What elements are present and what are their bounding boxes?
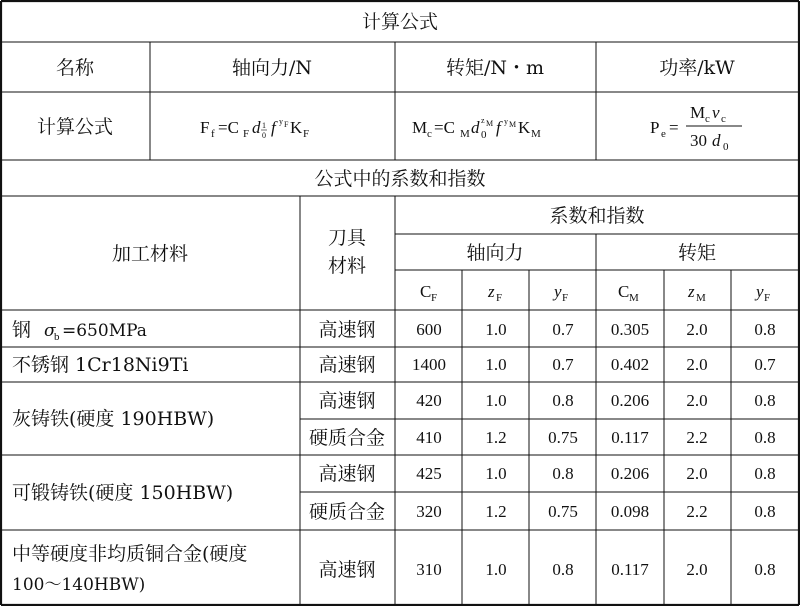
value-cell: 0.305 — [610, 320, 650, 339]
svg-text:y: y — [279, 117, 283, 126]
value-cell: 0.8 — [552, 391, 574, 410]
value-cell: 0.402 — [610, 355, 650, 374]
value-cell: 2.2 — [686, 502, 708, 521]
svg-text:d: d — [252, 118, 261, 137]
svg-text:M: M — [690, 103, 706, 122]
value-cell: 0.7 — [754, 355, 776, 374]
value-cell: 0.7 — [552, 320, 574, 339]
header-coefficients: 系数和指数 — [549, 205, 645, 227]
header-tool-material — [328, 227, 367, 277]
svg-text:F: F — [303, 128, 310, 140]
svg-text:材料: 材料 — [327, 255, 367, 277]
svg-text:c: c — [721, 113, 726, 125]
svg-text:c: c — [705, 113, 710, 125]
table-row — [12, 543, 776, 595]
tool-cell: 硬质合金 — [308, 427, 386, 449]
svg-text:F: F — [431, 292, 438, 304]
svg-text:y: y — [756, 282, 764, 301]
value-cell: 2.0 — [686, 464, 708, 483]
header-name: 名称 — [55, 57, 95, 79]
svg-text:f: f — [496, 118, 501, 137]
formula-power — [650, 103, 742, 153]
value-cell: 1.0 — [485, 560, 507, 579]
table-row — [318, 463, 775, 485]
svg-text:z: z — [488, 282, 495, 301]
svg-text:M: M — [509, 120, 517, 129]
svg-text:=C: =C — [218, 118, 239, 137]
svg-text:f: f — [271, 118, 276, 137]
tool-cell: 高速钢 — [318, 354, 376, 376]
value-cell: 2.0 — [686, 320, 708, 339]
header-axial-force: 轴向力/N — [231, 57, 313, 79]
value-cell: 2.2 — [686, 428, 708, 447]
header-torque-group: 转矩 — [677, 242, 717, 264]
svg-text:30: 30 — [690, 131, 707, 150]
value-cell: 425 — [416, 464, 442, 483]
value-cell: 410 — [416, 428, 442, 447]
svg-text:f: f — [211, 128, 215, 140]
svg-text:M: M — [460, 128, 470, 140]
formula-section-title: 计算公式 — [361, 11, 439, 33]
svg-text:C: C — [420, 282, 432, 301]
svg-text:=650MPa: =650MPa — [62, 321, 147, 341]
value-cell: 1.0 — [485, 464, 507, 483]
value-cell: 0.8 — [754, 560, 776, 579]
svg-text:F: F — [562, 292, 569, 304]
value-cell: 0.8 — [754, 428, 776, 447]
svg-text:K: K — [518, 118, 531, 137]
svg-text:K: K — [290, 118, 303, 137]
value-cell: 0.8 — [552, 464, 574, 483]
svg-text:中等硬度非均质铜合金(硬度: 中等硬度非均质铜合金(硬度 — [12, 543, 248, 565]
value-cell: 0.8 — [754, 464, 776, 483]
svg-text:M: M — [412, 118, 428, 137]
value-cell: 1.2 — [485, 502, 507, 521]
table-row — [12, 354, 776, 376]
value-cell: 1.0 — [485, 320, 507, 339]
table-grid — [1, 1, 799, 605]
coef-section-title: 公式中的系数和指数 — [314, 168, 486, 190]
svg-text:刀具: 刀具 — [327, 227, 367, 249]
value-cell: 0.7 — [552, 355, 574, 374]
svg-text:0: 0 — [481, 129, 487, 141]
material-cell: 不锈钢 1Cr18Ni9Ti — [12, 354, 189, 376]
value-cell: 1.0 — [485, 391, 507, 410]
value-cell: 310 — [416, 560, 442, 579]
subheader-CF — [420, 282, 437, 304]
svg-text:=: = — [669, 118, 679, 137]
value-cell: 0.206 — [610, 464, 650, 483]
tool-cell: 硬质合金 — [308, 501, 386, 523]
material-cell: 可锻铸铁(硬度 150HBW) — [12, 482, 234, 504]
svg-text:0: 0 — [723, 141, 729, 153]
svg-text:1: 1 — [262, 121, 266, 130]
svg-text:y: y — [504, 117, 508, 126]
svg-text:钢: 钢 — [12, 319, 32, 341]
svg-text:M: M — [531, 128, 541, 140]
header-torque: 转矩/N・m — [445, 57, 545, 79]
svg-text:P: P — [650, 118, 660, 137]
table-row — [309, 501, 776, 523]
subheader-zF — [487, 282, 502, 304]
formula-torque — [412, 116, 541, 141]
value-cell: 600 — [416, 320, 442, 339]
value-cell: 0.8 — [754, 391, 776, 410]
value-cell: 0.8 — [754, 502, 776, 521]
subheader-CM — [618, 282, 639, 304]
svg-text:F: F — [200, 118, 210, 137]
tool-cell: 高速钢 — [318, 463, 376, 485]
svg-text:0: 0 — [262, 131, 266, 140]
value-cell: 1.0 — [485, 355, 507, 374]
value-cell: 1.2 — [485, 428, 507, 447]
svg-text:=C: =C — [434, 118, 455, 137]
svg-text:σ: σ — [44, 321, 56, 341]
svg-text:v: v — [712, 103, 720, 122]
svg-text:y: y — [554, 282, 562, 301]
value-cell: 0.8 — [754, 320, 776, 339]
svg-text:c: c — [427, 128, 432, 140]
svg-text:C: C — [618, 282, 630, 301]
value-cell: 2.0 — [686, 355, 708, 374]
material-cell: 灰铸铁(硬度 190HBW) — [12, 408, 215, 430]
svg-text:e: e — [661, 128, 666, 140]
svg-text:M: M — [486, 119, 494, 128]
row-label-formula: 计算公式 — [36, 116, 114, 138]
subheader-yF-2 — [754, 282, 770, 304]
header-power: 功率/kW — [659, 57, 735, 79]
svg-text:F: F — [496, 292, 503, 304]
value-cell: 0.75 — [548, 428, 578, 447]
tool-cell: 高速钢 — [318, 390, 376, 412]
material-steel — [12, 319, 147, 343]
value-cell: 0.117 — [611, 428, 649, 447]
table-row — [12, 319, 776, 343]
value-cell: 1400 — [412, 355, 446, 374]
svg-text:d: d — [471, 118, 480, 137]
value-cell: 0.75 — [548, 502, 578, 521]
value-cell: 0.098 — [610, 502, 650, 521]
value-cell: 0.206 — [610, 391, 650, 410]
svg-text:b: b — [54, 331, 60, 343]
subheader-yF — [552, 282, 568, 304]
value-cell: 420 — [416, 391, 442, 410]
formula-axial-force — [200, 117, 309, 140]
svg-text:z: z — [481, 116, 485, 125]
value-cell: 2.0 — [686, 560, 708, 579]
tool-cell: 高速钢 — [318, 559, 376, 581]
value-cell: 2.0 — [686, 391, 708, 410]
value-cell: 0.8 — [552, 560, 574, 579]
table-row — [318, 390, 775, 412]
header-axial: 轴向力 — [466, 242, 524, 264]
tool-cell: 高速钢 — [318, 319, 376, 341]
svg-text:100～140HBW): 100～140HBW) — [12, 575, 146, 595]
svg-text:M: M — [629, 292, 639, 304]
svg-text:F: F — [284, 120, 289, 129]
material-copper-alloy — [12, 543, 247, 595]
svg-text:d: d — [712, 131, 721, 150]
table-row — [309, 427, 776, 449]
value-cell: 0.117 — [611, 560, 649, 579]
value-cell: 320 — [416, 502, 442, 521]
svg-text:F: F — [764, 292, 771, 304]
header-material: 加工材料 — [111, 243, 189, 265]
svg-text:z: z — [688, 282, 695, 301]
svg-text:M: M — [696, 292, 706, 304]
svg-text:F: F — [243, 128, 250, 140]
subheader-zM — [687, 282, 706, 304]
